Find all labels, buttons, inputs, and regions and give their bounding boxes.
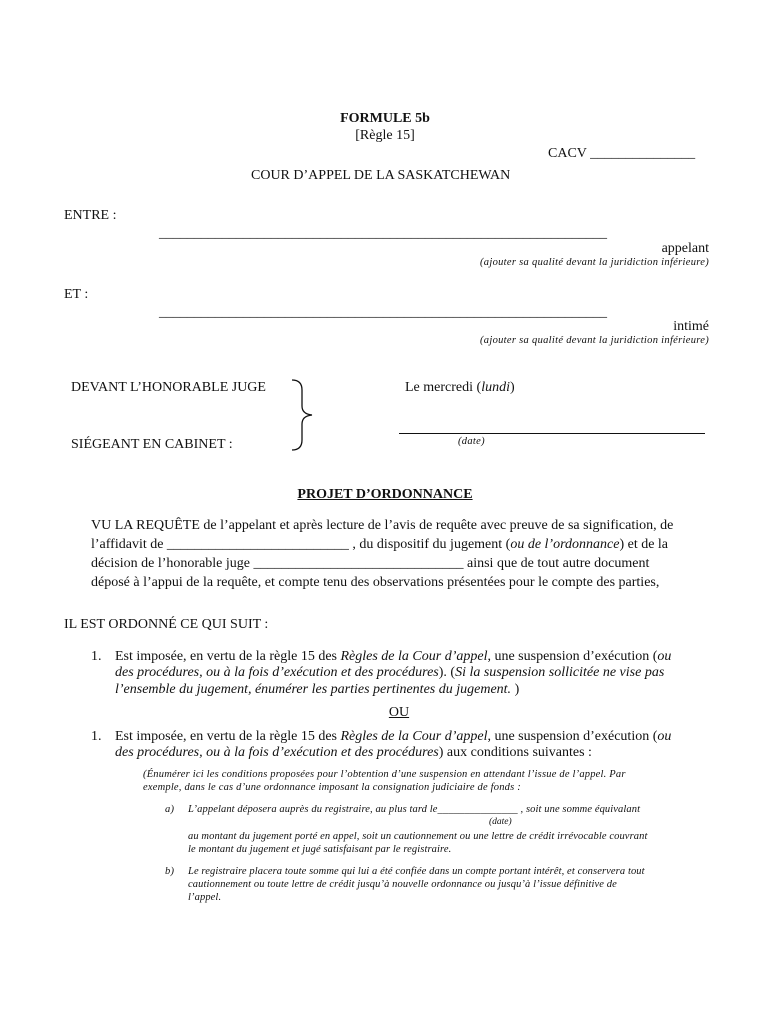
ordered-heading: IL EST ORDONNÉ CE QUI SUIT : [64,617,269,632]
condition-b-label: b) [165,866,175,877]
item-1-line-3-a: l’ensemble du jugement, énumérer les parties pertinentes du jugement. [115,682,512,697]
item-1-line-1-c: , une suspension d’exécution ( [487,649,658,664]
item-2-line-2-a: des procédures, ou à la fois d’exécution et des procédures [115,745,439,760]
item-1-line-3 [115,682,519,698]
order-title: PROJET D’ORDONNANCE [297,487,473,502]
cacv-number-field: CACV _______________ [548,146,696,161]
between-label: ENTRE : [64,208,117,223]
recital-line-2-a: l’affidavit de __________________________ , du dispositif du jugement ( [91,537,511,552]
item-number: 1. [91,649,102,664]
item-1-line-1 [115,649,671,665]
conditions-intro-line-2: exemple, dans le cas d’une ordonnance imposant la consignation judiciaire de fonds : [143,782,521,793]
condition-a-line-1: L’appelant déposera auprès du registraire, au plus tard le_______________ , soit une somme équivalant [188,804,641,815]
appellant-label: appelant [661,241,709,256]
recital-line-2 [91,537,668,553]
date-note: (date) [458,436,485,447]
item-2-line-1-b: Règles de la Cour d’appel [340,729,488,744]
hearing-day [405,380,515,396]
recital-line-1: VU LA REQUÊTE de l’appelant et après lecture de l’avis de requête avec preuve de sa signification, de [91,518,674,533]
rule-reference [0,128,770,144]
sitting-in-chambers-label: SIÉGEANT EN CABINET : [71,437,233,452]
form-title: FORMULE 5b [340,111,430,126]
before-judge-label: DEVANT L’HONORABLE JUGE [71,380,266,395]
recital-line-2-b: ou de l’ordonnance [510,537,620,552]
rule-reference-text: [Règle 15] [355,128,415,143]
respondent-label: intimé [673,319,709,334]
item-1-line-2-c: Si la suspension sollicitée ne vise pas [455,665,665,680]
curly-brace-icon [288,378,316,452]
item-2-line-1-d: ou [657,729,672,744]
condition-a-label: a) [165,804,175,815]
recital-line-4: déposé à l’appui de la requête, et compte tenu des observations présentées pour le compte des parties, [91,575,660,590]
item-2-line-1-c: , une suspension d’exécution ( [487,729,658,744]
item-1-line-2 [115,665,664,681]
recital-line-2-c: ) et de la [619,537,669,552]
conditions-intro-line-1: (Énumérer ici les conditions proposées pour l’obtention d’une suspension en attendant l’issue de l’appel. Par [143,769,626,780]
item-2-line-2 [115,745,592,761]
respondent-name-line: ________________________________________________________________ [159,305,607,320]
item-2-line-1-a: Est imposée, en vertu de la règle 15 des [115,729,341,744]
item-1-line-1-b: Règles de la Cour d’appel [340,649,488,664]
condition-a-line-3: le montant du jugement et jugé satisfaisant par le registraire. [188,844,452,855]
condition-b-line-2: cautionnement ou toute lettre de crédit jusqu’à nouvelle ordonnance ou jusqu’à l’issue définitive de [188,879,617,890]
condition-a-line-2: au montant du jugement porté en appel, soit un cautionnement ou une lettre de crédit irrévocable couvrant [188,831,648,842]
item-1-line-3-b: ) [514,682,520,697]
or-separator: OU [388,705,410,720]
item-1-line-2-a: des procédures, ou à la fois d’exécution et des procédures [115,665,439,680]
condition-a-date-note: (date) [489,817,512,827]
respondent-note: (ajouter sa qualité devant la juridiction inférieure) [480,335,709,346]
item-2-line-1 [115,729,671,745]
item-1-line-2-b: ). ( [438,665,456,680]
condition-b-line-1: Le registraire placera toute somme qui lui a été confiée dans un compte portant intérêt, et conservera tout [188,866,645,877]
appellant-name-line: ________________________________________________________________ [159,226,607,241]
appellant-note: (ajouter sa qualité devant la juridiction inférieure) [480,257,709,268]
court-name: COUR D’APPEL DE LA SASKATCHEWAN [251,168,511,183]
item-1-line-1-d: ou [657,649,672,664]
and-label: ET : [64,287,89,302]
hearing-day-italic: lundi [481,380,510,395]
hearing-day-suffix: ) [509,380,515,395]
item-number: 1. [91,729,102,744]
hearing-day-prefix: Le mercredi ( [405,380,482,395]
item-1-line-1-a: Est imposée, en vertu de la règle 15 des [115,649,341,664]
item-2-line-2-b: ) aux conditions suivantes : [438,745,592,760]
date-signature-line [399,433,705,434]
recital-line-3: décision de l’honorable juge ______________________________ ainsi que de tout autre document [91,556,650,571]
condition-b-line-3: l’appel. [188,892,222,903]
